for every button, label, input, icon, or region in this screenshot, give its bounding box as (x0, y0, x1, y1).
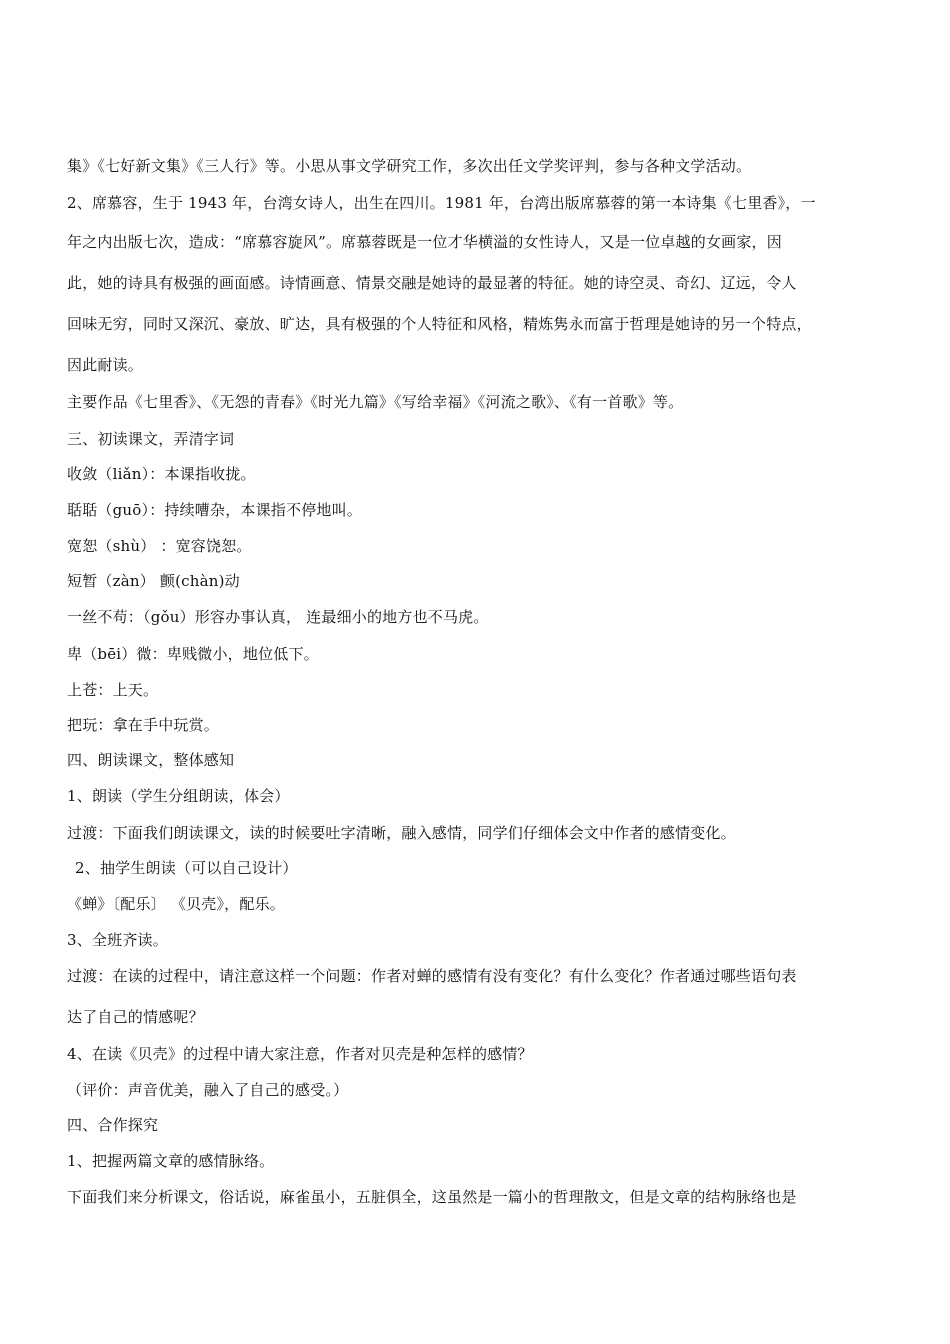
text-line: 把玩：拿在手中玩赏。 (67, 716, 220, 734)
text-line: 1、把握两篇文章的感情脉络。 (67, 1152, 275, 1170)
section-heading: 三、初读课文，弄清字词 (67, 430, 235, 448)
text-line: 收敛（liǎn）：本课指收拢。 (67, 465, 256, 483)
text-line: 卑（bēi）微：卑贱微小，地位低下。 (67, 645, 319, 663)
text-line: 1、朗读（学生分组朗读，体会） (67, 787, 290, 805)
text-line: 集》《七好新文集》《三人行》等。小思从事文学研究工作，多次出任文学奖评判，参与各种文学活动。 (67, 157, 752, 175)
text-line: 2、席慕容，生于 1943 年，台湾女诗人，出生在四川。1981 年，台湾出版席慕蓉的第一本诗集《七里香》，一 (67, 194, 816, 212)
text-line: 年之内出版七次，造成：“席慕容旋风”。席慕蓉既是一位才华横溢的女性诗人，又是一位卓越的女画家，因 (67, 233, 782, 251)
text-line: 达了自己的情感呢？ (67, 1008, 204, 1026)
text-line: 3、全班齐读。 (67, 931, 168, 949)
text-line: 宽恕（shù） ：宽容饶恕。 (67, 537, 252, 555)
text-line: 此，她的诗具有极强的画面感。诗情画意、情景交融是她诗的最显著的特征。她的诗空灵、奇幻、辽远，令人 (67, 274, 797, 292)
section-heading: 四、朗读课文，整体感知 (67, 751, 235, 769)
text-line: 2、抽学生朗读（可以自己设计） (75, 859, 298, 877)
text-line: 过渡：下面我们朗读课文，读的时候要吐字清晰，融入感情，同学们仔细体会文中作者的感情变化。 (67, 824, 736, 842)
text-line: 回味无穷，同时又深沉、豪放、旷达，具有极强的个人特征和风格，精炼隽永而富于哲理是她诗的另一个特点， (67, 315, 812, 333)
text-line: 《蝉》〔配乐〕 《贝壳》，配乐。 (67, 895, 285, 913)
text-line: 短暂（zàn） 颤(chàn)动 (67, 572, 240, 590)
text-line: 4、在读《贝壳》的过程中请大家注意，作者对贝壳是种怎样的感情？ (67, 1045, 533, 1063)
text-line: 上苍：上天。 (67, 681, 159, 699)
section-heading: 四、合作探究 (67, 1116, 159, 1134)
text-line: 一丝不苟：（gǒu）形容办事认真， 连最细小的地方也不马虎。 (67, 608, 489, 626)
text-line: （评价：声音优美，融入了自己的感受。） (67, 1081, 349, 1099)
text-line: 下面我们来分析课文，俗话说，麻雀虽小，五脏俱全，这虽然是一篇小的哲理散文，但是文章的结构脉络也是 (67, 1188, 797, 1206)
text-line: 聒聒（guō）：持续嘈杂，本课指不停地叫。 (67, 501, 362, 519)
text-line: 过渡：在读的过程中，请注意这样一个问题：作者对蝉的感情有没有变化？有什么变化？作者通过哪些语句表 (67, 967, 797, 985)
text-line: 因此耐读。 (67, 356, 144, 374)
text-line: 主要作品《七里香》、《无怨的青春》《时光九篇》《写给幸福》《河流之歌》、《有一首歌》等。 (67, 393, 684, 411)
